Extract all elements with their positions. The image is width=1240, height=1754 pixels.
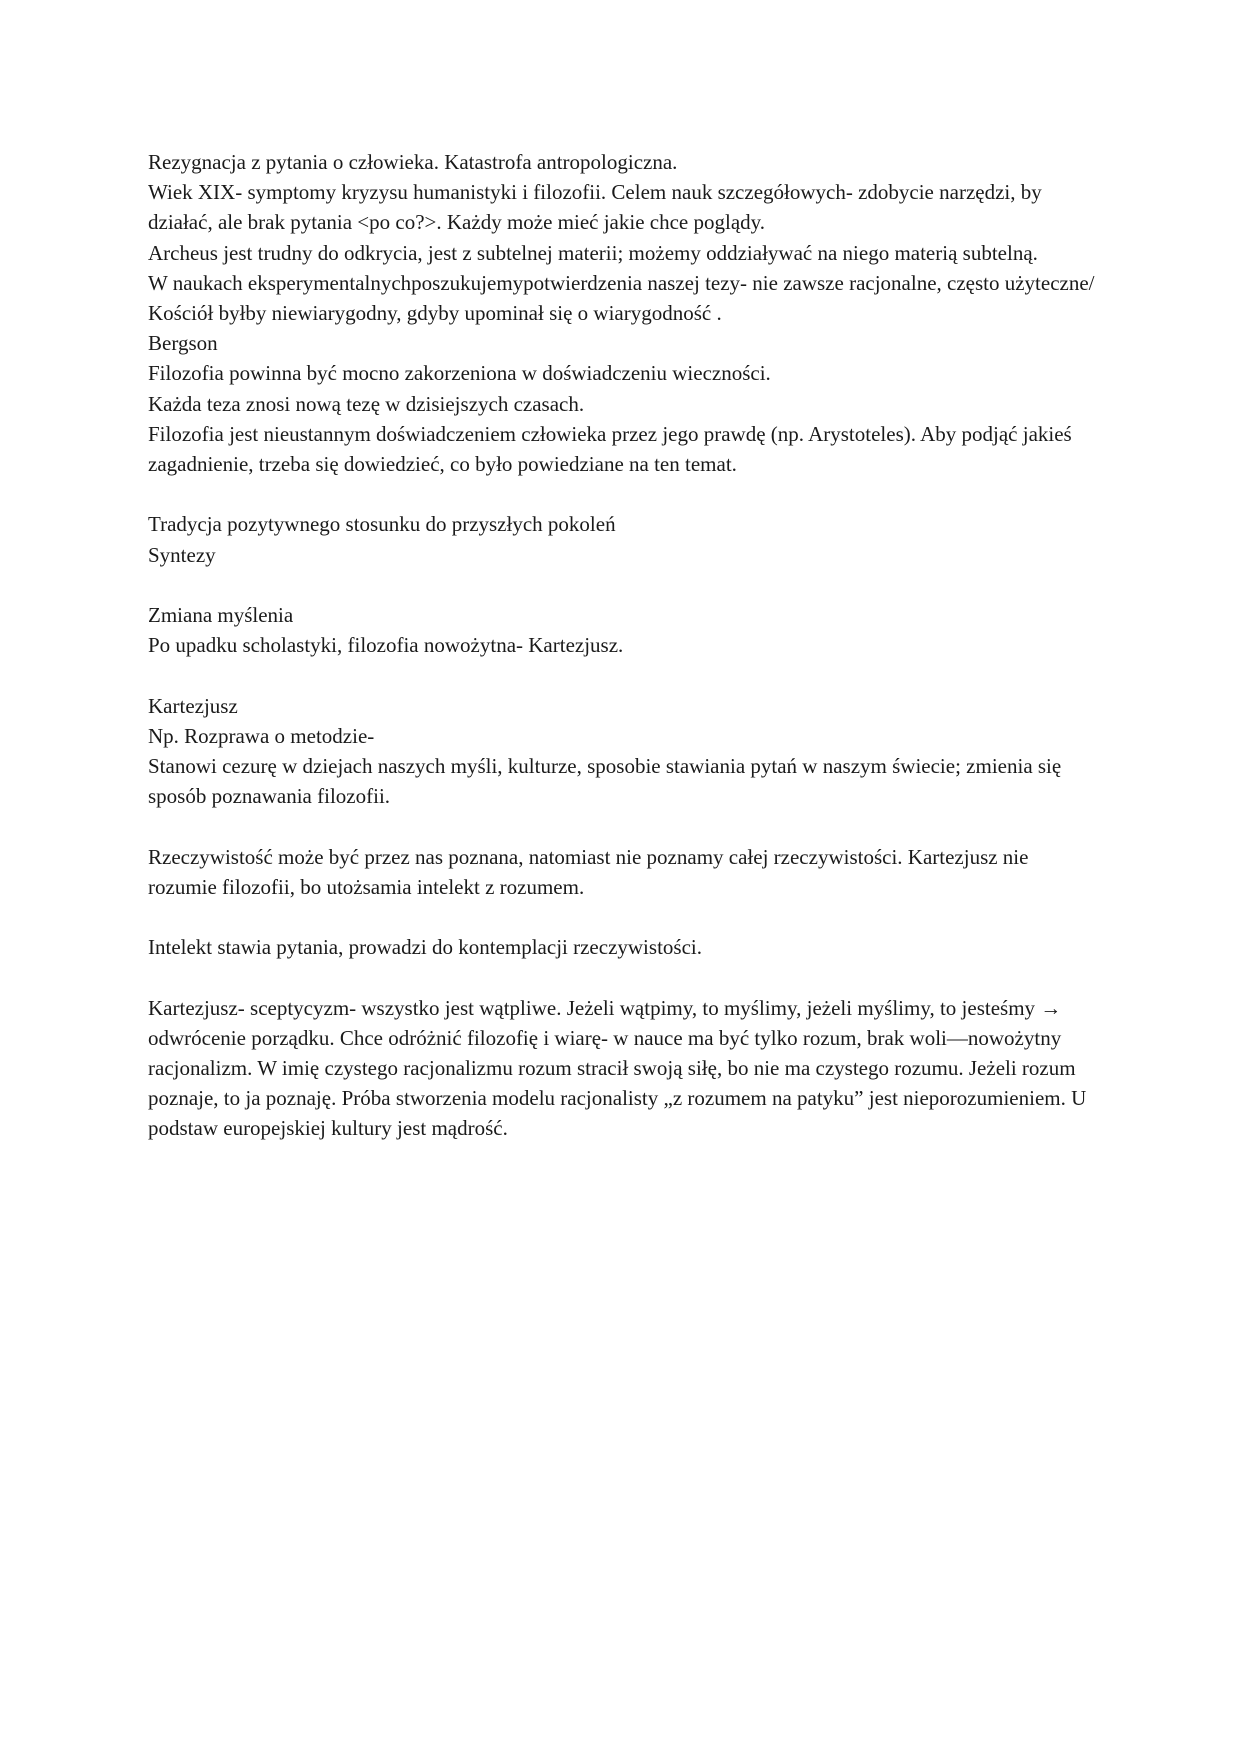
paragraph: Bergson [148,331,218,356]
paragraph: Każda teza znosi nową tezę w dzisiejszych czasach. [148,391,585,416]
document-body [148,147,1098,1144]
paragraph: Kościół byłby niewiarygodny, gdyby upominał się o wiarygodność . [148,301,722,326]
paragraph: Wiek XIX- symptomy kryzysu humanistyki i filozofii. Celem nauk szczegółowych- zdobycie narzędzi, by działać, ale brak pytania <po co?>. Każdy może mieć jakie chce poglądy. [148,180,1042,235]
paragraph: Kartezjusz [148,693,238,718]
paragraph-spacer [148,570,1098,600]
paragraph: Zmiana myślenia [148,603,294,628]
paragraph: Rezygnacja z pytania o człowieka. Katastrofa antropologiczna. [148,150,678,174]
paragraph: W naukach eksperymentalnychposzukujemypotwierdzenia naszej tezy- nie zawsze racjonalne, często użyteczne/ [148,270,1095,295]
paragraph-spacer [148,962,1098,992]
paragraph-spacer [148,811,1098,841]
paragraph: Rzeczywistość może być przez nas poznana, natomiast nie poznamy całej rzeczywistości. Kartezjusz nie rozumie filozofii, bo utożsamia intelekt z rozumem. [148,844,1029,899]
paragraph: Kartezjusz- sceptycyzm- wszystko jest wątpliwe. Jeżeli wątpimy, to myślimy, jeżeli myślimy, to jesteśmy → odwrócenie porządku. Chce odróżnić filozofię i wiarę- w nauce ma być tylko rozum, brak woli—nowożytny racjonalizm. W imię czystego racjonalizmu rozum stracił swoją siłę, bo nie ma czystego rozumu. Jeżeli rozum poznaje, to ja poznaję. Próba stworzenia modelu racjonalisty „z rozumem na patyku” jest nieporozumieniem. U podstaw europejskiej kultury jest mądrość. [148,995,1087,1141]
paragraph-spacer [148,479,1098,509]
paragraph-spacer [148,660,1098,690]
paragraph: Stanowi cezurę w dziejach naszych myśli, kulturze, sposobie stawiania pytań w naszym świecie; zmienia się sposób poznawania filozofii. [148,754,1062,809]
paragraph: Filozofia powinna być mocno zakorzeniona w doświadczeniu wieczności. [148,361,771,386]
paragraph: Archeus jest trudny do odkrycia, jest z subtelnej materii; możemy oddziaływać na niego materią subtelną. [148,240,1038,265]
paragraph: Po upadku scholastyki, filozofia nowożytna- Kartezjusz. [148,633,624,658]
paragraph: Tradycja pozytywnego stosunku do przyszłych pokoleń [148,512,616,537]
paragraph: Syntezy [148,542,216,567]
paragraph-spacer [148,902,1098,932]
paragraph: Filozofia jest nieustannym doświadczeniem człowieka przez jego prawdę (np. Arystoteles). Aby podjąć jakieś zagadnienie, trzeba się dowiedzieć, co było powiedziane na ten temat. [148,421,1072,477]
paragraph: Np. Rozprawa o metodzie- [148,723,375,748]
paragraph: Intelekt stawia pytania, prowadzi do kontemplacji rzeczywistości. [148,935,702,960]
